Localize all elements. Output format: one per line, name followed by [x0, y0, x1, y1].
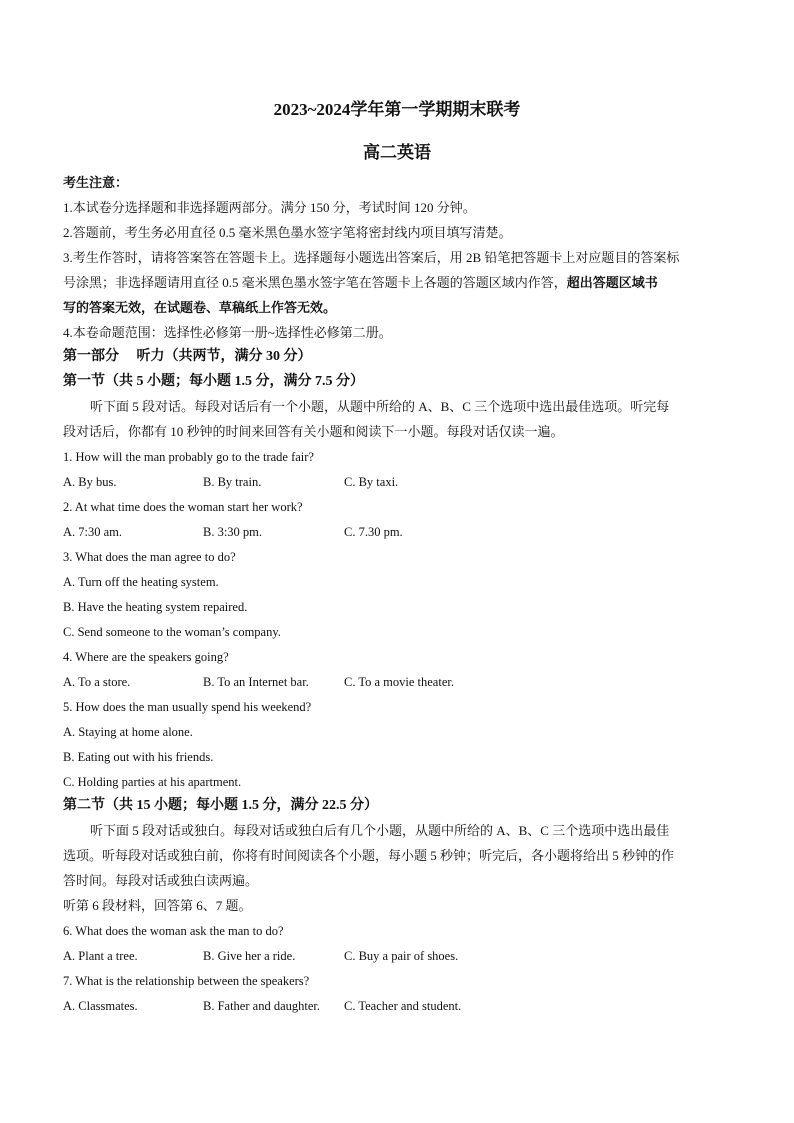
notice-item-3-emphasis: 超出答题区域书: [566, 275, 658, 290]
question-7: 7. What is the relationship between the speakers?: [63, 974, 310, 988]
section2-instructions-3: 答时间。每段对话或独白读两遍。: [63, 873, 259, 888]
q4-option-a: A. To a store.: [63, 675, 131, 689]
q1-option-c: C. By taxi.: [344, 475, 399, 489]
section1-heading: 第一节（共 5 小题；每小题 1.5 分，满分 7.5 分）: [63, 374, 364, 389]
notice-item-3-cont: [63, 274, 733, 292]
q5-option-c: C. Holding parties at his apartment.: [63, 775, 242, 789]
material-6-note: 听第 6 段材料，回答第 6、7 题。: [63, 898, 252, 913]
section1-instructions-1: 听下面 5 段对话。每段对话后有一个小题，从题中所给的 A、B、C 三个选项中选出最佳选项。听完每: [90, 399, 670, 414]
question-2: 2. At what time does the woman start her work?: [63, 500, 303, 514]
notice-item-1: 1.本试卷分选择题和非选择题两部分。满分 150 分，考试时间 120 分钟。: [63, 200, 476, 215]
q1-option-a: A. By bus.: [63, 475, 117, 489]
question-5: 5. How does the man usually spend his weekend?: [63, 700, 312, 714]
q7-option-c: C. Teacher and student.: [344, 999, 462, 1013]
section2-heading: 第二节（共 15 小题；每小题 1.5 分，满分 22.5 分）: [63, 798, 378, 813]
notice-item-4: 4.本卷命题范围：选择性必修第一册~选择性必修第二册。: [63, 325, 392, 340]
question-1: 1. How will the man probably go to the trade fair?: [63, 450, 314, 464]
q2-option-b: B. 3:30 pm.: [203, 525, 263, 539]
q6-option-b: B. Give her a ride.: [203, 949, 296, 963]
q7-option-a: A. Classmates.: [63, 999, 138, 1013]
q6-option-a: A. Plant a tree.: [63, 949, 138, 963]
q5-option-b: B. Eating out with his friends.: [63, 750, 214, 764]
notice-heading: 考生注意：: [63, 175, 129, 190]
q4-option-b: B. To an Internet bar.: [203, 675, 309, 689]
question-4: 4. Where are the speakers going?: [63, 650, 229, 664]
q7-option-b: B. Father and daughter.: [203, 999, 320, 1013]
notice-item-3-text: 号涂黑；非选择题请用直径 0.5 毫米黑色墨水签字笔在答题卡上各题的答题区域内作答，: [63, 275, 567, 290]
part1-heading: 第一部分 听力（共两节，满分 30 分）: [63, 349, 312, 364]
notice-item-2: 2.答题前，考生务必用直径 0.5 毫米黑色墨水签字笔将密封线内项目填写清楚。: [63, 225, 512, 240]
question-6: 6. What does the woman ask the man to do?: [63, 924, 284, 938]
q3-option-b: B. Have the heating system repaired.: [63, 600, 248, 614]
exam-subject: 高二英语: [363, 143, 431, 162]
q1-option-b: B. By train.: [203, 475, 262, 489]
section1-instructions-2: 段对话后，你都有 10 秒钟的时间来回答有关小题和阅读下一小题。每段对话仅读一遍。: [63, 424, 564, 439]
section2-instructions-2: 选项。听每段对话或独白前，你将有时间阅读各个小题，每小题 5 秒钟；听完后，各小题将给出 5 秒钟的作: [63, 848, 675, 863]
q5-option-a: A. Staying at home alone.: [63, 725, 193, 739]
q3-option-a: A. Turn off the heating system.: [63, 575, 219, 589]
q4-option-c: C. To a movie theater.: [344, 675, 454, 689]
section2-instructions-1: 听下面 5 段对话或独白。每段对话或独白后有几个小题，从题中所给的 A、B、C 三个选项中选出最佳: [90, 823, 670, 838]
q3-option-c: C. Send someone to the woman’s company.: [63, 625, 281, 639]
notice-item-3-emphasis-cont: 写的答案无效，在试题卷、草稿纸上作答无效。: [63, 300, 337, 315]
exam-title: 2023~2024学年第一学期期末联考: [273, 100, 521, 119]
question-3: 3. What does the man agree to do?: [63, 550, 236, 564]
notice-item-3: 3.考生作答时，请将答案答在答题卡上。选择题每小题选出答案后，用 2B 铅笔把答题卡上对应题目的答案标: [63, 250, 680, 265]
q6-option-c: C. Buy a pair of shoes.: [344, 949, 459, 963]
q2-option-c: C. 7.30 pm.: [344, 525, 403, 539]
q2-option-a: A. 7:30 am.: [63, 525, 123, 539]
